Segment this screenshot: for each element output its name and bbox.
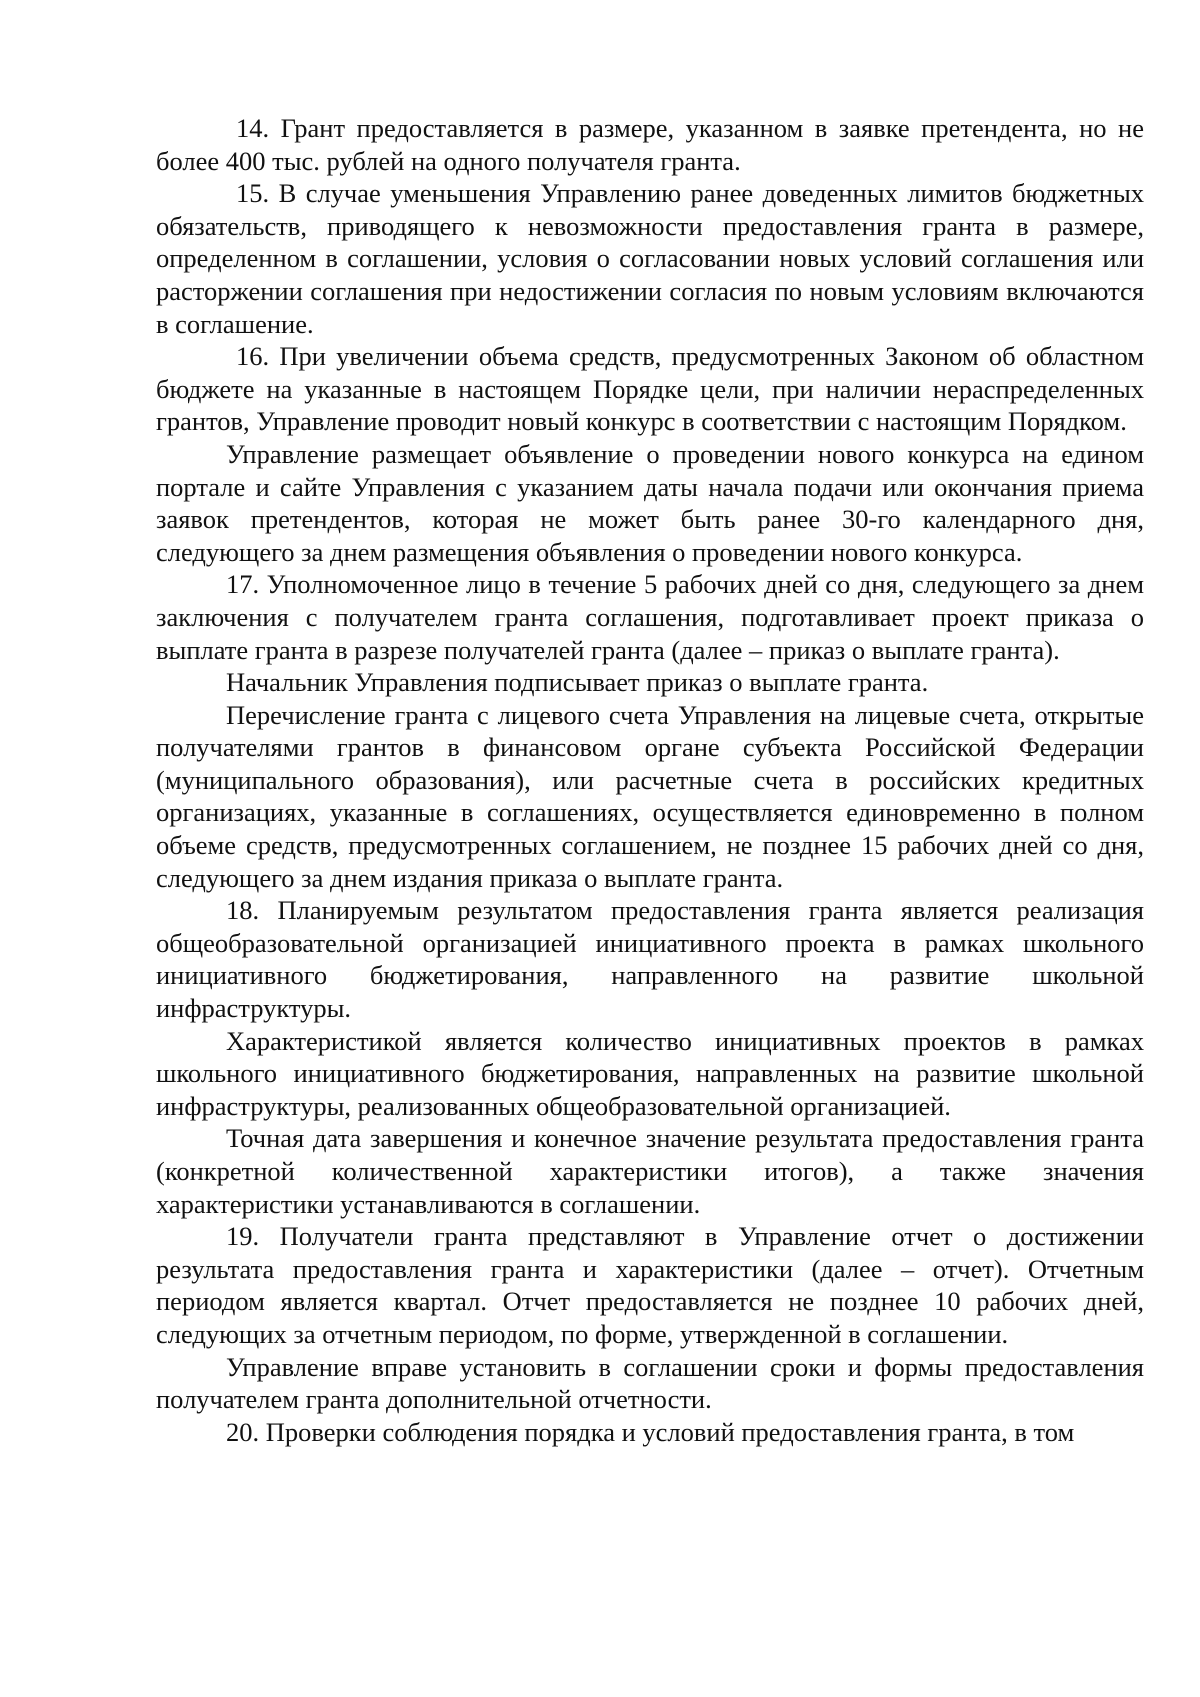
paragraph-20: 20. Проверки соблюдения порядка и условий предоставления гранта, в том [226, 1416, 1075, 1447]
paragraph-17-signing: Начальник Управления подписывает приказ о выплате гранта. [226, 667, 929, 698]
paragraph-16-announcement: Управление размещает объявление о проведении нового конкурса на едином портале и сайте Управления с указанием даты начала подачи или окончания приема заявок претендентов, которая не может быть ранее 30-го календарного дня, следующего за днем размещения объявления о проведении нового конкурса. [156, 438, 1144, 567]
paragraph-14: 14. Грант предоставляется в размере, указанном в заявке претендента, но не более 400 тыс. рублей на одного получателя гранта. [156, 113, 1144, 176]
paragraph-18: 18. Планируемым результатом предоставления гранта является реализация общеобразовательной организацией инициативного проекта в рамках школьного инициативного бюджетирования, направленного на развитие школьной инфраструктуры. [156, 895, 1144, 1024]
paragraph-19-additional-reporting: Управление вправе установить в соглашении сроки и формы предоставления получателем гранта дополнительной отчетности. [156, 1351, 1144, 1415]
paragraph-17-transfer: Перечисление гранта с лицевого счета Управления на лицевые счета, открытые получателями грантов в финансовом органе субъекта Российской Федерации (муниципального образования), или расчетные счета в российских кредитных организациях, указанные в соглашениях, осуществляется единовременно в полном объеме средств, предусмотренных соглашением, не позднее 15 рабочих дней со дня, следующего за днем издания приказа о выплате гранта. [156, 699, 1144, 893]
paragraph-19: 19. Получатели гранта представляют в Управление отчет о достижении результата предоставления гранта и характеристики (далее – отчет). Отчетным периодом является квартал. Отчет предоставляется не позднее 10 рабочих дней, следующих за отчетным периодом, по форме, утвержденной в соглашении. [156, 1221, 1144, 1349]
document-page [156, 112, 1144, 1448]
paragraph-15: 15. В случае уменьшения Управлению ранее доведенных лимитов бюджетных обязательств, приводящего к невозможности предоставления гранта в размере, определенном в соглашении, условия о согласовании новых условий соглашения или расторжении соглашения при недостижении согласия по новым условиям включаются в соглашение. [156, 178, 1144, 339]
paragraph-17: 17. Уполномоченное лицо в течение 5 рабочих дней со дня, следующего за днем заключения с получателем гранта соглашения, подготавливает проект приказа о выплате гранта в разрезе получателей гранта (далее – приказ о выплате гранта). [156, 569, 1144, 665]
paragraph-16: 16. При увеличении объема средств, предусмотренных Законом об областном бюджете на указанные в настоящем Порядке цели, при наличии нераспределенных грантов, Управление проводит новый конкурс в соответствии с настоящим Порядком. [156, 341, 1144, 437]
paragraph-18-final-value: Точная дата завершения и конечное значение результата предоставления гранта (конкретной количественной характеристики итогов), а также значения характеристики устанавливаются в соглашении. [156, 1123, 1144, 1219]
paragraph-18-characteristic: Характеристикой является количество инициативных проектов в рамках школьного инициативного бюджетирования, направленных на развитие школьной инфраструктуры, реализованных общеобразовательной организацией. [156, 1025, 1144, 1121]
